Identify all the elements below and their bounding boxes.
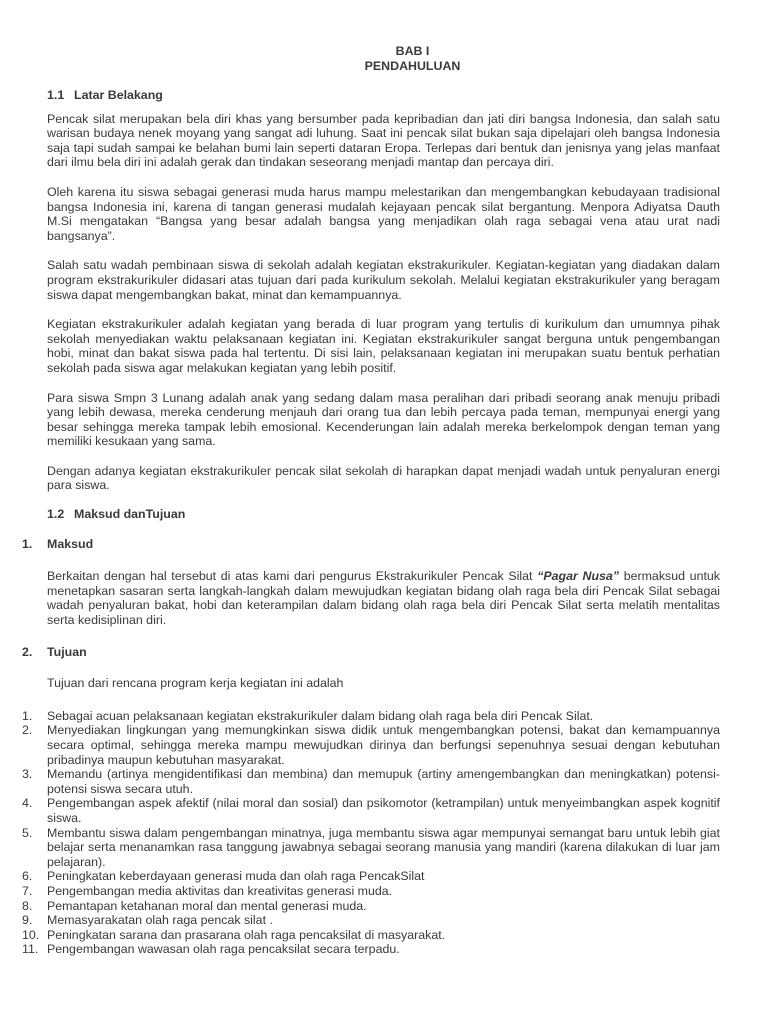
tujuan-intro: Tujuan dari rencana program kerja kegiatan ini adalah bbox=[47, 676, 344, 691]
paragraph-maksud bbox=[47, 569, 720, 627]
list-number: 2. bbox=[22, 723, 33, 738]
list-text: Menyediakan lingkungan yang memungkinkan siswa didik untuk mengembangkan potensi, bakat dan kemampuannya secara optimal, sehingga mereka mampu mewujudkan dirinya dan berfungsi sepenuhnya sesuai dengan kebutuhan pribadinya maupun kebutuhan masyarakat. bbox=[47, 723, 720, 767]
list-item bbox=[22, 825, 720, 870]
list-number: 5. bbox=[22, 825, 33, 840]
list-number: 4. bbox=[22, 796, 33, 811]
list-number: 11. bbox=[22, 942, 39, 957]
paragraph: Dengan adanya kegiatan ekstrakurikuler pencak silat sekolah di harapkan dapat menjadi wadah untuk penyaluran energi para siswa. bbox=[47, 463, 720, 493]
maksud-text-after: bermaksud untuk menetapkan sasaran serta langkah-langkah dalam mewujudkan kegiatan bidang olah raga bela diri Pencak Silat sebagai wadah penyaluran bakat, hobi dan keterampilan dalam bidang olah raga bela diri Pencak Silat serta melatih mentalitas serta kedisiplinan diri. bbox=[47, 569, 720, 628]
list-number: 10. bbox=[22, 927, 40, 942]
list-text: Memandu (artinya mengidentifikasi dan membina) dan memupuk (artiny amengembangkan dan meningkatkan) potensi-potensi siswa secara utuh. bbox=[47, 767, 720, 796]
list-text: Pengembangan wawasan olah raga pencaksilat secara terpadu. bbox=[47, 942, 400, 957]
list-number: 3. bbox=[22, 767, 33, 782]
subheading-tujuan bbox=[22, 644, 720, 660]
list-text: Membantu siswa dalam pengembangan minatnya, juga membantu siswa agar mempunyai semangat baru untuk lebih giat belajar serta menanamkan rasa tanggung jawabnya sebagai seorang manusia yang mandiri (karena dilakukan di luar jam pelajaran). bbox=[47, 825, 720, 869]
section-heading-maksud-tujuan bbox=[47, 507, 720, 522]
list-number: 7. bbox=[22, 883, 33, 898]
paragraph: Para siswa Smpn 3 Lunang adalah anak yang sedang dalam masa peralihan dari pribadi seorang anak menuju pribadi yang lebih dewasa, mereka cenderung menjauh dari orang tua dan lebih percaya pada teman, mempunyai energi yang besar sehingga mereka tampak lebih emosional. Kecenderungan lain adalah mereka berkelompok dengan teman yang memiliki kesukaan yang sama. bbox=[47, 390, 720, 449]
paragraph: Salah satu wadah pembinaan siswa di sekolah adalah kegiatan ekstrakurikuler. Kegiatan-kegiatan yang diadakan dalam program ekstrakurikuler didasari atas tujuan dari pada kurikulum sekolah. Melalui kegiatan ekstrakurikuler yang beragam siswa dapat mengembangkan bakat, minat dan kemampuannya. bbox=[47, 258, 720, 302]
section-heading-latar-belakang bbox=[47, 88, 720, 103]
section-number: 1.1 bbox=[47, 88, 65, 102]
chapter-label: BAB I bbox=[395, 44, 430, 58]
chapter-title: PENDAHULUAN bbox=[364, 59, 461, 73]
paragraph: Oleh karena itu siswa sebagai generasi muda harus mampu melestarikan dan mengembangkan kebudayaan tradisional bangsa Indonesia ini, karena di tangan generasi mudalah kejayaan pencak silat bergantung. Menpora Adiyatsa Dauth M.Si mengatakan “Bangsa yang besar adalah bangsa yang menjadikan olah raga sebagai vena atau urat nadi bangsanya”. bbox=[47, 184, 720, 243]
chapter-heading bbox=[105, 44, 720, 74]
list-item bbox=[22, 869, 720, 884]
list-text: Peningkatan keberdayaan generasi muda dan olah raga PencakSilat bbox=[47, 869, 425, 884]
tujuan-list bbox=[22, 708, 720, 957]
list-text: Peningkatan sarana dan prasarana olah raga pencaksilat di masyarakat. bbox=[47, 927, 446, 942]
subheading-maksud bbox=[22, 536, 720, 552]
list-item bbox=[22, 927, 720, 943]
subheading-title: Maksud bbox=[47, 536, 94, 551]
list-number: 1. bbox=[22, 708, 33, 723]
list-item bbox=[22, 913, 720, 928]
list-item bbox=[22, 708, 720, 724]
subheading-number: 1. bbox=[22, 536, 33, 551]
list-item bbox=[22, 796, 720, 825]
section-title: Latar Belakang bbox=[74, 88, 163, 102]
subheading-title: Tujuan bbox=[47, 644, 87, 659]
list-text: Sebagai acuan pelaksanaan kegiatan ekstrakurikuler dalam bidang olah raga bela diri Pencak Silat. bbox=[47, 708, 594, 723]
paragraph: Pencak silat merupakan bela diri khas yang bersumber pada kepribadian dan jati diri bangsa Indonesia, dan salah satu warisan budaya nenek moyang yang sangat adi luhung. Saat ini pencak silat bukan saja dipelajari oleh bangsa Indonesia saja tapi sudah sampai ke belahan bumi lain seperti dataran Eropa. Terlepas dari bentuk dan jenisnya yang jelas manfaat dari ilmu bela diri ini adalah gerak dan tindakan seseorang menjadi mantap dan percaya diri. bbox=[47, 111, 720, 170]
list-text: Pengembangan media aktivitas dan kreativitas generasi muda. bbox=[47, 883, 393, 898]
list-text: Memasyarakatan olah raga pencak silat . bbox=[47, 913, 273, 928]
subheading-number: 2. bbox=[22, 644, 33, 659]
list-item bbox=[22, 942, 720, 957]
list-text: Pengembangan aspek afektif (nilai moral dan sosial) dan psikomotor (ketrampilan) untuk menyeimbangkan aspek kognitif siswa. bbox=[47, 796, 720, 825]
list-item bbox=[22, 883, 720, 899]
list-text: Pemantapan ketahanan moral dan mental generasi muda. bbox=[47, 898, 367, 913]
organization-name: “Pagar Nusa” bbox=[537, 569, 620, 584]
section-title: Maksud danTujuan bbox=[74, 507, 186, 522]
paragraph: Kegiatan ekstrakurikuler adalah kegiatan yang berada di luar program yang tertulis di kurikulum dan umumnya pihak sekolah menyediakan waktu pelaksanaan kegiatan ini. Kegiatan ekstrakurikuler sangat berguna untuk pengembangan hobi, minat dan bakat siswa pada hal tertentu. Di sisi lain, pelaksanaan kegiatan ini merupakan suatu bentuk perhatian sekolah pada siswa agar melakukan kegiatan yang lebih positif. bbox=[47, 317, 720, 375]
list-number: 8. bbox=[22, 898, 33, 913]
list-number: 9. bbox=[22, 913, 33, 928]
list-item bbox=[22, 898, 720, 914]
section-number: 1.2 bbox=[47, 507, 65, 522]
list-number: 6. bbox=[22, 869, 33, 884]
list-item bbox=[22, 723, 720, 767]
list-item bbox=[22, 767, 720, 796]
maksud-text-before: Berkaitan dengan hal tersebut di atas kami dari pengurus Ekstrakurikuler Pencak Silat bbox=[47, 569, 538, 584]
